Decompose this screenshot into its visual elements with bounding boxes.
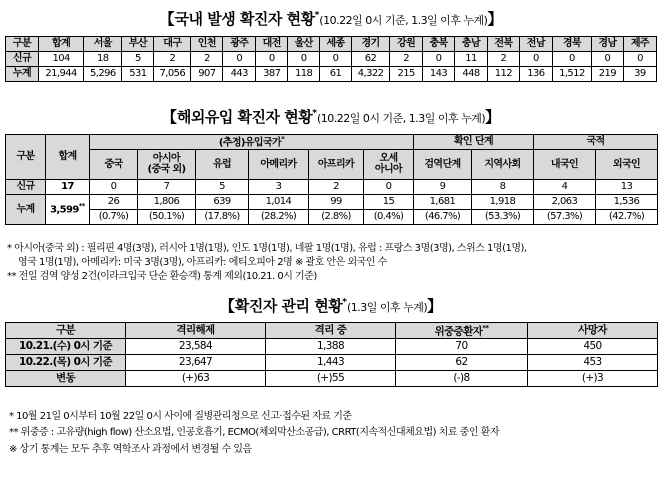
management-title: 확진자 관리 현황 — [234, 297, 343, 315]
overseas-h-foreigner: 외국인 — [596, 149, 658, 179]
management-note-1: * 10월 21일 0시부터 10월 22일 0시 사이에 질병관리청으로 신고·접수된 자료 기준 — [9, 411, 352, 422]
management-cell: (-)8 — [396, 371, 528, 387]
domestic-cell: 18 — [84, 52, 122, 67]
domestic-col-header: 전남 — [519, 37, 552, 52]
domestic-col-header: 합계 — [38, 37, 83, 52]
domestic-col-header: 전북 — [487, 37, 519, 52]
domestic-col-header: 경북 — [552, 37, 591, 52]
overseas-h-local: 지역사회 — [472, 149, 534, 179]
overseas-cum-label: 누계 — [6, 194, 46, 224]
management-row-label: 10.22.(목) 0시 기준 — [6, 355, 126, 371]
overseas-note-2: 영국 1명(1명), 아메리카: 미국 3명(3명), 아프리카: 에티오피아 2명 ※ 괄호 안은 외국인 수 — [18, 257, 387, 268]
overseas-new-cell: 8 — [472, 179, 534, 194]
domestic-cell: 2 — [154, 52, 191, 67]
domestic-cell: 0 — [519, 52, 552, 67]
management-col-header — [396, 323, 528, 339]
overseas-table — [5, 134, 658, 225]
domestic-cell: 5,296 — [84, 67, 122, 82]
domestic-title-block: 【국내 발생 확진자 현황*(10.22일 0시 기준, 1.3일 이후 누계)】 — [159, 10, 503, 28]
overseas-pct-cell: (42.7%) — [596, 209, 658, 224]
overseas-cum-cell: 1,806 — [138, 194, 196, 209]
domestic-cell: 112 — [487, 67, 519, 82]
domestic-cell: 1,512 — [552, 67, 591, 82]
overseas-title: 해외유입 확진자 현황 — [176, 108, 313, 126]
management-cell: 1,443 — [266, 355, 396, 371]
domestic-col-header: 대구 — [154, 37, 191, 52]
management-col-label: 위중증환자 — [434, 325, 483, 338]
domestic-cell: 4,322 — [352, 67, 390, 82]
severe-footnote-mark: ** — [482, 323, 489, 332]
domestic-col-header: 충북 — [423, 37, 455, 52]
domestic-title: 국내 발생 확진자 현황 — [174, 10, 315, 28]
overseas-cum-cell: 1,536 — [596, 194, 658, 209]
domestic-cell: 448 — [455, 67, 488, 82]
domestic-cell: 0 — [591, 52, 623, 67]
management-row-1022 — [6, 355, 658, 371]
domestic-new-row — [6, 52, 657, 67]
overseas-cum-cell: 99 — [309, 194, 364, 209]
management-cell: 70 — [396, 339, 528, 355]
domestic-col-header: 경남 — [591, 37, 623, 52]
overseas-pct-cell: (2.8%) — [309, 209, 364, 224]
management-row-label: 변동 — [6, 371, 126, 387]
domestic-cell: 219 — [591, 67, 623, 82]
overseas-new-cell: 0 — [364, 179, 414, 194]
overseas-new-cell: 7 — [138, 179, 196, 194]
management-cell: (+)63 — [126, 371, 266, 387]
domestic-cell: 5 — [122, 52, 154, 67]
management-row-change — [6, 371, 658, 387]
management-col-label: 격리 중 — [314, 324, 347, 337]
overseas-pct-row — [6, 209, 658, 224]
management-title-block: 【확진자 관리 현황*(1.3일 이후 누계)】 — [219, 297, 443, 315]
management-cell: 62 — [396, 355, 528, 371]
overseas-pct-cell: (50.1%) — [138, 209, 196, 224]
domestic-row-label: 누계 — [6, 67, 39, 82]
management-cell: 23,647 — [126, 355, 266, 371]
domestic-cell: 2 — [390, 52, 423, 67]
overseas-new-cell: 4 — [534, 179, 596, 194]
overseas-pct-cell: (17.8%) — [196, 209, 249, 224]
domestic-cell: 2 — [487, 52, 519, 67]
domestic-cell: 531 — [122, 67, 154, 82]
domestic-cell: 443 — [223, 67, 256, 82]
domestic-cell: 21,944 — [38, 67, 83, 82]
overseas-new-label: 신규 — [6, 179, 46, 194]
overseas-h-europe: 유럽 — [196, 149, 249, 179]
overseas-new-total: 17 — [46, 179, 90, 194]
overseas-cum-cell: 26 — [90, 194, 138, 209]
overseas-pct-cell: (0.7%) — [90, 209, 138, 224]
domestic-col-header: 강원 — [390, 37, 423, 52]
management-note-2: ** 위중증 : 고유량(high flow) 산소요법, 인공호흡기, ECMO(체외막산소공급), CRRT(지속적신대체요법) 치료 중인 환자 — [9, 427, 499, 438]
overseas-new-cell: 0 — [90, 179, 138, 194]
domestic-col-header: 세종 — [320, 37, 352, 52]
domestic-cell: 118 — [288, 67, 320, 82]
domestic-header-row — [6, 37, 657, 52]
management-row-label: 10.21.(수) 0시 기준 — [6, 339, 126, 355]
domestic-cell: 39 — [623, 67, 656, 82]
domestic-cell: 387 — [256, 67, 288, 82]
domestic-cell: 0 — [288, 52, 320, 67]
overseas-note-3: ** 전일 검역 양성 2건(이라크입국 단순 환승객) 통계 제외(10.21. 0시 기준) — [7, 271, 317, 282]
management-col-header — [6, 323, 126, 339]
domestic-col-header: 대전 — [256, 37, 288, 52]
overseas-subtitle: (10.22일 0시 기준, 1.3일 이후 누계) — [316, 112, 486, 125]
domestic-cell: 0 — [623, 52, 656, 67]
domestic-cell: 136 — [519, 67, 552, 82]
domestic-cell: 907 — [191, 67, 223, 82]
overseas-new-cell: 3 — [249, 179, 309, 194]
domestic-row-label: 신규 — [6, 52, 39, 67]
domestic-subtitle: (10.22일 0시 기준, 1.3일 이후 누계) — [319, 14, 488, 27]
overseas-pct-cell: (57.3%) — [534, 209, 596, 224]
overseas-h-korean: 내국인 — [534, 149, 596, 179]
overseas-h-origin: (추정)유입국가* — [90, 135, 414, 150]
domestic-col-header: 부산 — [122, 37, 154, 52]
management-table — [5, 322, 658, 387]
domestic-table — [5, 36, 657, 82]
management-col-header — [266, 323, 396, 339]
overseas-cum-cell: 1,681 — [414, 194, 472, 209]
overseas-header-row-1 — [6, 135, 658, 150]
overseas-header-row-2 — [6, 149, 658, 179]
domestic-cum-row — [6, 67, 657, 82]
domestic-cell: 104 — [38, 52, 83, 67]
overseas-title-block: 【해외유입 확진자 현황*(10.22일 0시 기준, 1.3일 이후 누계)】 — [161, 108, 501, 126]
overseas-cum-cell: 15 — [364, 194, 414, 209]
overseas-h-oceania: 오세 아니아 — [364, 149, 414, 179]
overseas-pct-cell: (28.2%) — [249, 209, 309, 224]
domestic-cell: 62 — [352, 52, 390, 67]
management-cell: 23,584 — [126, 339, 266, 355]
overseas-pct-cell: (46.7%) — [414, 209, 472, 224]
domestic-cell: 0 — [320, 52, 352, 67]
overseas-cum-cell: 1,918 — [472, 194, 534, 209]
overseas-note-1: * 아시아(중국 외) : 필리핀 4명(3명), 러시아 1명(1명), 인도 1명(1명), 네팔 1명(1명), 유럽 : 프랑스 3명(3명), 스위스 1명(1명), — [7, 243, 527, 254]
domestic-col-header: 서울 — [84, 37, 122, 52]
management-cell: 450 — [528, 339, 658, 355]
overseas-new-cell: 13 — [596, 179, 658, 194]
domestic-col-header: 충남 — [455, 37, 488, 52]
overseas-h-gubun: 구분 — [6, 135, 46, 180]
overseas-new-cell: 5 — [196, 179, 249, 194]
overseas-new-cell: 9 — [414, 179, 472, 194]
management-cell: (+)3 — [528, 371, 658, 387]
domestic-cell: 7,056 — [154, 67, 191, 82]
overseas-h-confirm: 확인 단계 — [414, 135, 534, 150]
management-header-row — [6, 323, 658, 339]
overseas-cum-cell: 1,014 — [249, 194, 309, 209]
domestic-col-header: 경기 — [352, 37, 390, 52]
management-col-label: 격리해제 — [176, 324, 215, 337]
domestic-cell: 2 — [191, 52, 223, 67]
overseas-cum-cell: 2,063 — [534, 194, 596, 209]
overseas-cum-row — [6, 194, 658, 209]
domestic-cell: 143 — [423, 67, 455, 82]
management-subtitle: (1.3일 이후 누계) — [346, 301, 428, 314]
management-cell: (+)55 — [266, 371, 396, 387]
management-cell: 1,388 — [266, 339, 396, 355]
domestic-cell: 11 — [455, 52, 488, 67]
domestic-cell: 61 — [320, 67, 352, 82]
overseas-new-row — [6, 179, 658, 194]
overseas-new-cell: 2 — [309, 179, 364, 194]
overseas-h-total: 합계 — [46, 135, 90, 180]
domestic-cell: 0 — [552, 52, 591, 67]
domestic-cell: 215 — [390, 67, 423, 82]
management-col-label: 구분 — [55, 324, 76, 337]
overseas-h-asia: 아시아 (중국 외) — [138, 149, 196, 179]
overseas-h-nation: 국적 — [534, 135, 658, 150]
management-col-header — [126, 323, 266, 339]
overseas-cum-total: 3,599** — [46, 194, 90, 224]
overseas-h-china: 중국 — [90, 149, 138, 179]
management-col-label: 사망자 — [578, 324, 607, 337]
domestic-col-header: 광주 — [223, 37, 256, 52]
domestic-cell: 0 — [256, 52, 288, 67]
domestic-cell: 0 — [423, 52, 455, 67]
overseas-h-quarantine: 검역단계 — [414, 149, 472, 179]
overseas-pct-cell: (53.3%) — [472, 209, 534, 224]
overseas-h-america: 아메리카 — [249, 149, 309, 179]
overseas-cum-cell: 639 — [196, 194, 249, 209]
management-note-3: ※ 상기 통계는 모두 추후 역학조사 과정에서 변경될 수 있음 — [9, 444, 252, 455]
domestic-col-header: 구분 — [6, 37, 39, 52]
domestic-col-header: 인천 — [191, 37, 223, 52]
overseas-h-africa: 아프리카 — [309, 149, 364, 179]
overseas-pct-cell: (0.4%) — [364, 209, 414, 224]
management-cell: 453 — [528, 355, 658, 371]
domestic-col-header: 제주 — [623, 37, 656, 52]
management-row-1021 — [6, 339, 658, 355]
domestic-col-header: 울산 — [288, 37, 320, 52]
domestic-cell: 0 — [223, 52, 256, 67]
management-col-header — [528, 323, 658, 339]
